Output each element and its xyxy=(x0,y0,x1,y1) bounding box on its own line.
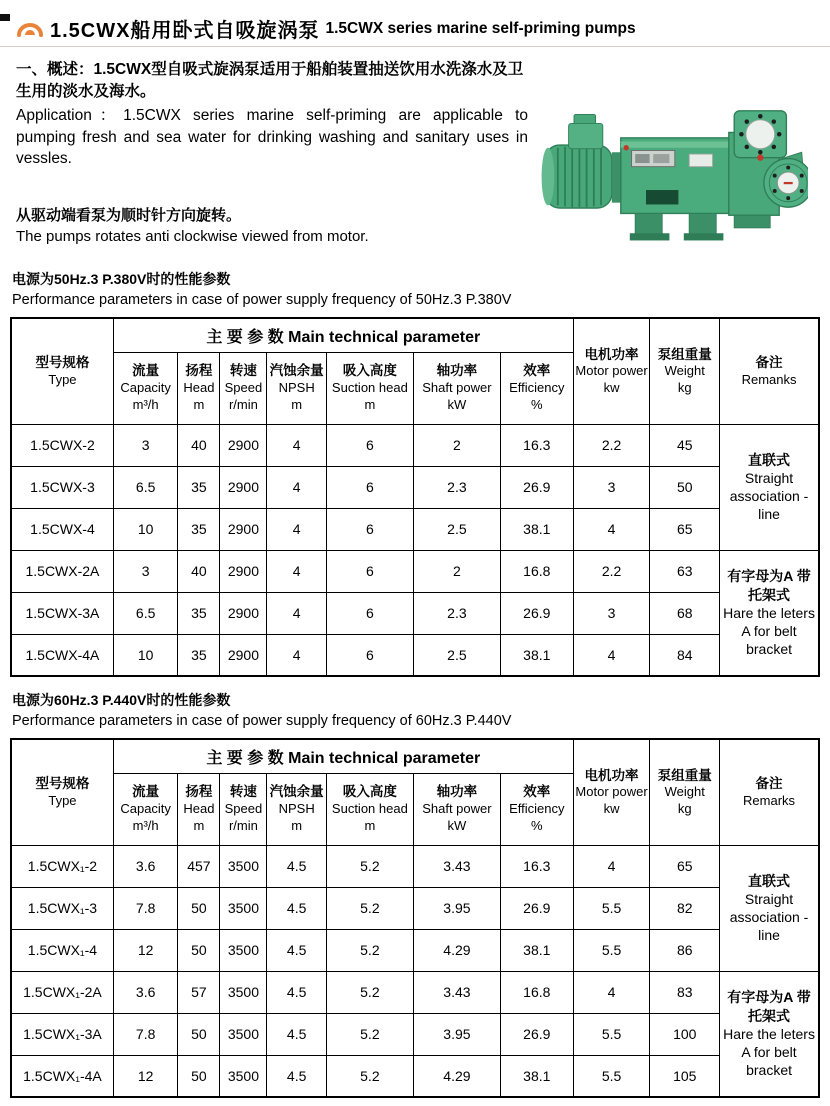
section-heading-en: Performance parameters in case of power supply frequency of 60Hz.3 P.440V xyxy=(12,713,512,730)
param-value-cell: 2900 xyxy=(220,592,267,634)
section-heading-60hz xyxy=(12,690,830,729)
col-header-remarks xyxy=(720,318,819,424)
param-value-cell: 4 xyxy=(267,634,326,676)
param-value-cell: 105 xyxy=(650,1055,720,1097)
type-header-zh: 型号规格 xyxy=(35,776,90,792)
col-header-efficiency: 效率 Efficiency % xyxy=(500,352,573,424)
param-value-cell: 4.5 xyxy=(267,1013,326,1055)
param-value-cell: 6.5 xyxy=(113,466,178,508)
param-value-cell: 68 xyxy=(650,592,720,634)
col-header-motor-power xyxy=(573,318,650,424)
param-value-cell: 4.5 xyxy=(267,1055,326,1097)
param-value-cell: 3500 xyxy=(220,845,267,887)
remark-cell: 直联式 Straight association -line xyxy=(720,424,819,550)
param-value-cell: 3500 xyxy=(220,929,267,971)
param-value-cell: 38.1 xyxy=(500,1055,573,1097)
param-value-cell: 6 xyxy=(326,508,413,550)
pump-type-cell: 1.5CWX-3 xyxy=(11,466,113,508)
col-header-weight xyxy=(650,739,720,845)
param-value-cell: 38.1 xyxy=(500,634,573,676)
param-value-cell: 7.8 xyxy=(113,887,178,929)
col-header-suction-head: 吸入高度 Suction head m xyxy=(326,352,413,424)
param-value-cell: 3.6 xyxy=(113,845,178,887)
param-value-cell: 86 xyxy=(650,929,720,971)
param-value-cell: 2.2 xyxy=(573,550,650,592)
param-value-cell: 45 xyxy=(650,424,720,466)
param-value-cell: 65 xyxy=(650,845,720,887)
performance-table-60hz xyxy=(10,738,820,1098)
param-value-cell: 4 xyxy=(573,971,650,1013)
param-value-cell: 457 xyxy=(178,845,220,887)
param-value-cell: 26.9 xyxy=(500,1013,573,1055)
remarks-header-zh: 备注 xyxy=(755,776,783,792)
motor-header-en: Motor power xyxy=(575,363,648,379)
performance-table-50hz xyxy=(10,317,820,677)
col-header-efficiency: 效率 Efficiency % xyxy=(500,773,573,845)
type-header-en: Type xyxy=(48,371,77,387)
weight-header-en: Weight xyxy=(664,363,705,379)
param-value-cell: 3.95 xyxy=(413,887,500,929)
motor-header-unit: kw xyxy=(603,380,620,396)
col-header-type xyxy=(11,318,113,424)
remarks-header-en: Remanks xyxy=(741,371,797,387)
overview-text-zh: 一、概述：1.5CWX型自吸式旋涡泵适用于船舶装置抽送饮用水洗涤水及卫生用的淡水及海水。 xyxy=(16,61,524,100)
col-header-speed: 转速 Speed r/min xyxy=(220,773,267,845)
col-header-remarks xyxy=(720,739,819,845)
rotation-text-zh: 从驱动端看泵为顺时针方向旋转。 xyxy=(16,207,242,225)
param-value-cell: 3.95 xyxy=(413,1013,500,1055)
param-value-cell: 5.2 xyxy=(326,887,413,929)
param-value-cell: 5.5 xyxy=(573,1055,650,1097)
param-value-cell: 5.2 xyxy=(326,845,413,887)
param-value-cell: 100 xyxy=(650,1013,720,1055)
param-value-cell: 2.3 xyxy=(413,466,500,508)
weight-header-unit: kg xyxy=(677,801,692,817)
table-row xyxy=(11,508,819,550)
param-value-cell: 6 xyxy=(326,634,413,676)
col-header-capacity: 流量 Capacity m³/h xyxy=(113,773,178,845)
param-value-cell: 10 xyxy=(113,508,178,550)
param-value-cell: 6 xyxy=(326,466,413,508)
param-value-cell: 16.3 xyxy=(500,424,573,466)
type-header-en: Type xyxy=(48,792,77,808)
param-value-cell: 50 xyxy=(178,929,220,971)
param-value-cell: 4.29 xyxy=(413,929,500,971)
param-value-cell: 3 xyxy=(573,592,650,634)
param-value-cell: 3.43 xyxy=(413,971,500,1013)
application-text-en: Application：1.5CWX series marine self-priming are applicable to pumping fresh and sea water for drinking washing and sanitary uses in vessles. xyxy=(16,107,528,168)
param-value-cell: 3 xyxy=(573,466,650,508)
param-value-cell: 5.2 xyxy=(326,971,413,1013)
page-title-en: 1.5CWX series marine self-priming pumps xyxy=(325,19,636,37)
col-header-head: 扬程 Head m xyxy=(178,352,220,424)
param-value-cell: 50 xyxy=(650,466,720,508)
section-heading-en: Performance parameters in case of power supply frequency of 50Hz.3 P.380V xyxy=(12,292,512,309)
param-value-cell: 10 xyxy=(113,634,178,676)
page-header xyxy=(16,14,830,43)
param-value-cell: 16.8 xyxy=(500,550,573,592)
param-value-cell: 6.5 xyxy=(113,592,178,634)
motor-header-zh: 电机功率 xyxy=(584,346,639,362)
table-row xyxy=(11,634,819,676)
type-header-zh: 型号规格 xyxy=(35,355,90,371)
param-value-cell: 16.8 xyxy=(500,971,573,1013)
col-header-npsh: 汽蚀余量 NPSH m xyxy=(267,352,326,424)
pump-type-cell: 1.5CWX-2 xyxy=(11,424,113,466)
param-value-cell: 3500 xyxy=(220,971,267,1013)
param-value-cell: 3 xyxy=(113,550,178,592)
pump-product-image xyxy=(538,106,808,248)
param-value-cell: 5.2 xyxy=(326,929,413,971)
param-value-cell: 50 xyxy=(178,1013,220,1055)
param-value-cell: 26.9 xyxy=(500,466,573,508)
param-value-cell: 6 xyxy=(326,550,413,592)
param-value-cell: 2.3 xyxy=(413,592,500,634)
param-value-cell: 40 xyxy=(178,424,220,466)
scan-corner-artifact xyxy=(0,14,10,21)
table-body-60hz xyxy=(11,845,819,1097)
param-value-cell: 2900 xyxy=(220,634,267,676)
param-value-cell: 16.3 xyxy=(500,845,573,887)
param-value-cell: 4 xyxy=(267,508,326,550)
table-row xyxy=(11,929,819,971)
param-value-cell: 12 xyxy=(113,929,178,971)
param-value-cell: 35 xyxy=(178,592,220,634)
remarks-header-zh: 备注 xyxy=(755,355,783,371)
section-heading-zh: 电源为60Hz.3 P.440V时的性能参数 xyxy=(12,692,231,709)
param-value-cell: 35 xyxy=(178,508,220,550)
pump-type-cell: 1.5CWX₁-4 xyxy=(11,929,113,971)
col-header-suction-head: 吸入高度 Suction head m xyxy=(326,773,413,845)
col-header-capacity: 流量 Capacity m³/h xyxy=(113,352,178,424)
param-value-cell: 63 xyxy=(650,550,720,592)
param-value-cell: 3.6 xyxy=(113,971,178,1013)
param-value-cell: 4 xyxy=(267,592,326,634)
pump-type-cell: 1.5CWX-4A xyxy=(11,634,113,676)
table-body-50hz xyxy=(11,424,819,676)
param-value-cell: 35 xyxy=(178,634,220,676)
param-value-cell: 4.5 xyxy=(267,887,326,929)
col-header-motor-power xyxy=(573,739,650,845)
section-heading-zh: 电源为50Hz.3 P.380V时的性能参数 xyxy=(12,271,231,288)
param-value-cell: 4.29 xyxy=(413,1055,500,1097)
table-row xyxy=(11,1013,819,1055)
param-value-cell: 12 xyxy=(113,1055,178,1097)
param-value-cell: 2900 xyxy=(220,508,267,550)
col-header-shaft-power: 轴功率 Shaft power kW xyxy=(413,773,500,845)
pump-type-cell: 1.5CWX₁-4A xyxy=(11,1055,113,1097)
param-value-cell: 84 xyxy=(650,634,720,676)
col-header-weight xyxy=(650,318,720,424)
table-row xyxy=(11,1055,819,1097)
param-value-cell: 3 xyxy=(113,424,178,466)
param-value-cell: 3.43 xyxy=(413,845,500,887)
sunrise-arc-icon xyxy=(16,20,44,38)
param-value-cell: 38.1 xyxy=(500,508,573,550)
param-value-cell: 4 xyxy=(267,424,326,466)
param-value-cell: 40 xyxy=(178,550,220,592)
main-parameter-group-header: 主 要 参 数 Main technical parameter xyxy=(113,318,573,352)
param-value-cell: 5.5 xyxy=(573,929,650,971)
pump-type-cell: 1.5CWX-2A xyxy=(11,550,113,592)
param-value-cell: 4.5 xyxy=(267,929,326,971)
param-value-cell: 2900 xyxy=(220,424,267,466)
col-header-shaft-power: 轴功率 Shaft power kW xyxy=(413,352,500,424)
table-row xyxy=(11,887,819,929)
main-parameter-group-header: 主 要 参 数 Main technical parameter xyxy=(113,739,573,773)
param-value-cell: 2 xyxy=(413,424,500,466)
param-value-cell: 5.5 xyxy=(573,1013,650,1055)
title-divider xyxy=(0,46,830,47)
pump-type-cell: 1.5CWX₁-2A xyxy=(11,971,113,1013)
rotation-text-en: The pumps rotates anti clockwise viewed from motor. xyxy=(16,228,369,246)
weight-header-zh: 泵组重量 xyxy=(657,767,712,783)
param-value-cell: 2 xyxy=(413,550,500,592)
weight-header-zh: 泵组重量 xyxy=(657,346,712,362)
page-title-zh: 1.5CWX船用卧式自吸旋涡泵 xyxy=(50,20,320,42)
remark-cell: 有字母为A 带托架式 Hare the leters A for belt bracket xyxy=(720,550,819,676)
motor-header-zh: 电机功率 xyxy=(584,767,639,783)
param-value-cell: 35 xyxy=(178,466,220,508)
weight-header-unit: kg xyxy=(677,380,692,396)
param-value-cell: 82 xyxy=(650,887,720,929)
param-value-cell: 4 xyxy=(267,550,326,592)
pump-type-cell: 1.5CWX-3A xyxy=(11,592,113,634)
param-value-cell: 4.5 xyxy=(267,845,326,887)
param-value-cell: 6 xyxy=(326,592,413,634)
param-value-cell: 2.5 xyxy=(413,508,500,550)
col-header-head: 扬程 Head m xyxy=(178,773,220,845)
param-value-cell: 4.5 xyxy=(267,971,326,1013)
remark-cell: 有字母为A 带托架式 Hare the leters A for belt bracket xyxy=(720,971,819,1097)
motor-header-unit: kw xyxy=(603,801,620,817)
param-value-cell: 5.2 xyxy=(326,1055,413,1097)
param-value-cell: 83 xyxy=(650,971,720,1013)
table-row xyxy=(11,845,819,887)
table-row xyxy=(11,592,819,634)
param-value-cell: 3500 xyxy=(220,1013,267,1055)
param-value-cell: 4 xyxy=(267,466,326,508)
col-header-type xyxy=(11,739,113,845)
pump-type-cell: 1.5CWX₁-3A xyxy=(11,1013,113,1055)
param-value-cell: 2.2 xyxy=(573,424,650,466)
table-row xyxy=(11,550,819,592)
param-value-cell: 57 xyxy=(178,971,220,1013)
col-header-npsh: 汽蚀余量 NPSH m xyxy=(267,773,326,845)
param-value-cell: 2900 xyxy=(220,550,267,592)
table-row xyxy=(11,971,819,1013)
param-value-cell: 5.2 xyxy=(326,1013,413,1055)
pump-type-cell: 1.5CWX₁-2 xyxy=(11,845,113,887)
param-value-cell: 65 xyxy=(650,508,720,550)
param-value-cell: 5.5 xyxy=(573,887,650,929)
weight-header-en: Weight xyxy=(664,784,705,800)
param-value-cell: 26.9 xyxy=(500,887,573,929)
param-value-cell: 4 xyxy=(573,634,650,676)
param-value-cell: 3500 xyxy=(220,887,267,929)
param-value-cell: 26.9 xyxy=(500,592,573,634)
param-value-cell: 38.1 xyxy=(500,929,573,971)
param-value-cell: 3500 xyxy=(220,1055,267,1097)
pump-type-cell: 1.5CWX-4 xyxy=(11,508,113,550)
param-value-cell: 50 xyxy=(178,887,220,929)
param-value-cell: 4 xyxy=(573,508,650,550)
col-header-speed: 转速 Speed r/min xyxy=(220,352,267,424)
pump-type-cell: 1.5CWX₁-3 xyxy=(11,887,113,929)
table-row xyxy=(11,424,819,466)
param-value-cell: 50 xyxy=(178,1055,220,1097)
param-value-cell: 6 xyxy=(326,424,413,466)
param-value-cell: 2.5 xyxy=(413,634,500,676)
remarks-header-en: Remarks xyxy=(743,792,796,808)
section-heading-50hz xyxy=(12,269,830,308)
table-row xyxy=(11,466,819,508)
param-value-cell: 2900 xyxy=(220,466,267,508)
param-value-cell: 4 xyxy=(573,845,650,887)
remark-cell: 直联式 Straight association -line xyxy=(720,845,819,971)
motor-header-en: Motor power xyxy=(575,784,648,800)
param-value-cell: 7.8 xyxy=(113,1013,178,1055)
